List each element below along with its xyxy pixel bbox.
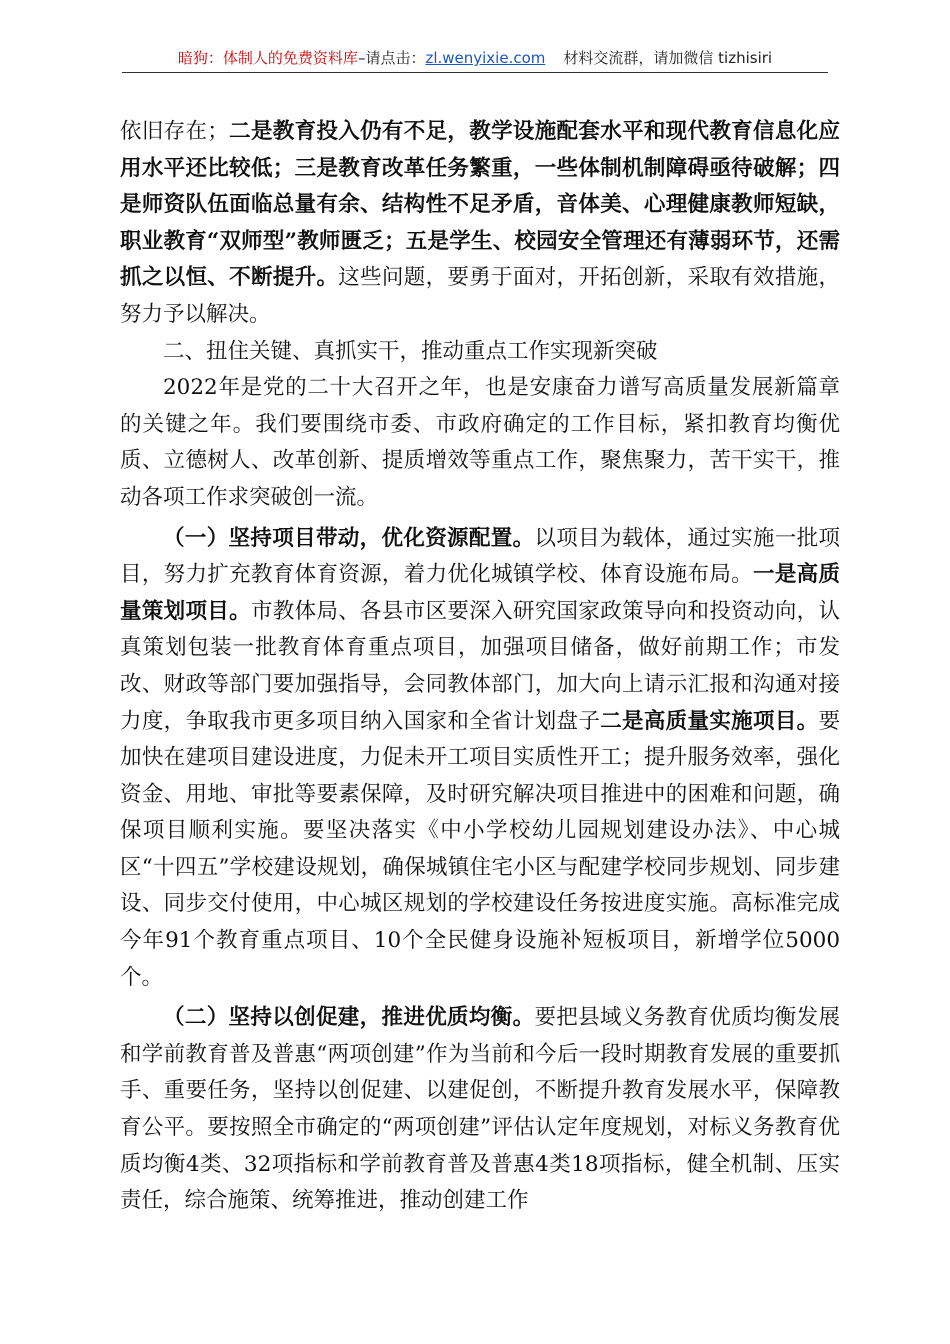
paragraph-problems (120, 114, 840, 334)
item1-text1: 以项目为载体，通过实施一批项目，努力扩充教育体育资源，着力优化城镇学校、体育设施布局。 (120, 525, 840, 588)
para1-text1: 依旧存在； (120, 119, 229, 144)
para1-text2: 这些问题，要勇于面对，开拓创新，采取有效措施，努力予以解决。 (120, 265, 840, 327)
item1-bold1: 一是高质量策划项目。 (120, 562, 840, 624)
item1-heading: （一）坚持项目带动，优化资源配置。 (163, 525, 535, 551)
para1-bold: 二是教育投入仍有不足，教学设施配套水平和现代教育信息化应用水平还比较低；三是教育改革任务繁重，一些体制机制障碍亟待破解；四是师资队伍面临总量有余、结构性不足矛盾，音体美、心理健康教师短缺，职业教育“双师型”教师匮乏；五是学生、校园安全管理还有薄弱环节，还需抓之以恒、不断提升。 (120, 119, 840, 291)
header-link[interactable]: zl.wenyixie.com (425, 49, 546, 67)
paragraph-item2 (120, 1000, 840, 1220)
item2-heading: （二）坚持以创促建，推进优质均衡。 (163, 1005, 535, 1031)
header-wechat: 材料交流群，请加微信 tizhisiri (563, 49, 773, 67)
item2-text1: 要把县域义务教育优质均衡发展和学前教育普及普惠“两项创建”作为当前和今后一段时期教育发展的重要抓手、重要任务，坚持以创促建、以建促创，不断提升教育发展水平，保障教育公平。要按照全市确定的“两项创建”评估认定年度规划，对标义务教育优质均衡4类、32项指标和学前教育普及普惠4类18项指标，健全机制、压实责任，综合施策、统筹推进，推动创建工作 (120, 1005, 840, 1214)
item1-bold2: 二是高质量实施项目。 (600, 708, 819, 734)
document-body (120, 114, 840, 1220)
item1-text2: 市教体局、各县市区要深入研究国家政策导向和投资动向，认真策划包装一批教育体育重点项目，加强项目储备，做好前期工作；市发改、财政等部门要加强指导，会同教体部门，加大向上请示汇报和沟通对接力度，争取我市更多项目纳入国家和全省计划盘子 (120, 598, 840, 734)
item1-text3: 要加快在建项目建设进度，力促未开工项目实质性开工；提升服务效率，强化资金、用地、审批等要素保障，及时研究解决项目推进中的困难和问题，确保项目顺利实施。要坚决落实《中小学校幼儿园规划建设办法》、中心城区“十四五”学校建设规划，确保城镇住宅小区与配建学校同步规划、同步建设、同步交付使用，中心城区规划的学校建设任务按进度实施。高标准完成今年91个教育重点项目、10个全民健身设施补短板项目，新增学位5000个。 (120, 708, 840, 990)
paragraph-2022: 2022年是党的二十大召开之年，也是安康奋力谱写高质量发展新篇章的关键之年。我们要围绕市委、市政府确定的工作目标，紧扣教育均衡优质、立德树人、改革创新、提质增效等重点工作，聚焦聚力，苦干实干，推动各项工作求突破创一流。 (120, 375, 840, 510)
paragraph-item1 (120, 521, 840, 997)
header-brand: 暗狗：体制人的免费资料库 (177, 49, 358, 67)
header-prompt: –请点击： (357, 49, 426, 67)
page-header (122, 46, 828, 73)
section-title: 二、扭住关键、真抓实干，推动重点工作实现新突破 (163, 338, 658, 364)
